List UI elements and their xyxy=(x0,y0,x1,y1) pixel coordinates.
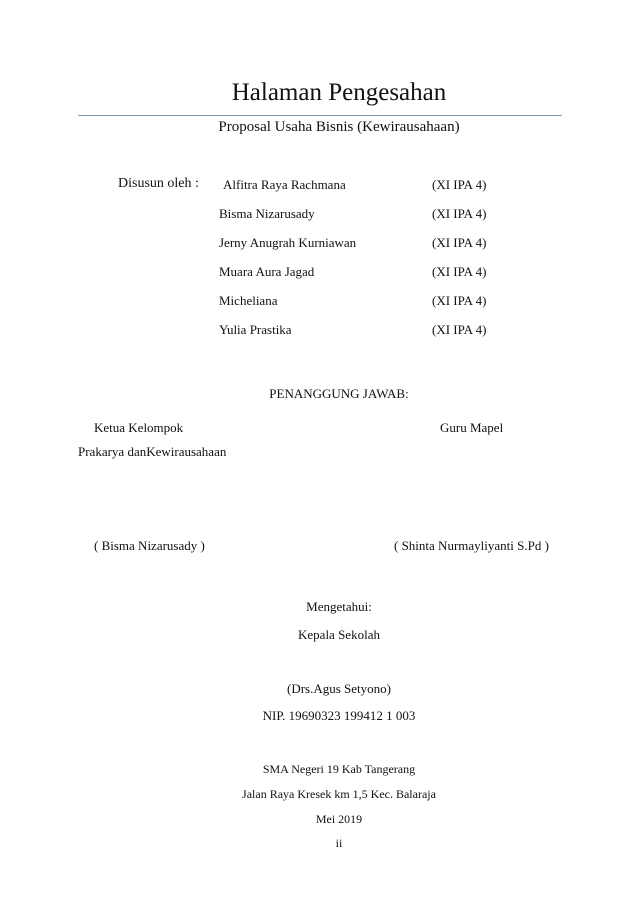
left-role: Ketua Kelompok xyxy=(94,420,184,435)
author-class: (XI IPA 4) xyxy=(432,264,487,279)
right-signatory: ( Shinta Nurmayliyanti S.Pd ) xyxy=(394,538,549,553)
acknowledged-label: Mengetahui: xyxy=(306,599,372,614)
left-signatory: ( Bisma Nizarusady ) xyxy=(94,538,205,553)
author-name: Jerny Anugrah Kurniawan xyxy=(219,235,357,250)
school-address: Jalan Raya Kresek km 1,5 Kec. Balaraja xyxy=(242,787,436,801)
title-underline xyxy=(78,115,562,116)
author-class: (XI IPA 4) xyxy=(432,322,487,337)
page-subtitle: Proposal Usaha Bisnis (Kewirausahaan) xyxy=(218,119,460,135)
author-class: (XI IPA 4) xyxy=(432,177,487,192)
authors-label: Disusun oleh : xyxy=(118,176,199,191)
school-name: SMA Negeri 19 Kab Tangerang xyxy=(262,762,416,776)
author-name: Bisma Nizarusady xyxy=(219,206,315,221)
responsible-heading: PENANGGUNG JAWAB: xyxy=(269,386,409,401)
page-title: Halaman Pengesahan xyxy=(231,79,447,106)
author-class: (XI IPA 4) xyxy=(432,235,487,250)
principal-nip: NIP. 19690323 199412 1 003 xyxy=(262,708,416,723)
right-role: Guru Mapel xyxy=(440,420,504,435)
author-class: (XI IPA 4) xyxy=(432,293,487,308)
author-name: Yulia Prastika xyxy=(219,322,292,337)
author-name: Muara Aura Jagad xyxy=(219,264,315,279)
author-name: Alfitra Raya Rachmana xyxy=(223,177,346,192)
page-number: ii xyxy=(335,836,343,850)
author-name: Micheliana xyxy=(219,293,278,308)
author-class: (XI IPA 4) xyxy=(432,206,487,221)
document-date: Mei 2019 xyxy=(315,812,363,826)
principal-title: Kepala Sekolah xyxy=(298,627,380,642)
principal-name: (Drs.Agus Setyono) xyxy=(287,681,391,696)
right-role-subject: Prakarya danKewirausahaan xyxy=(78,444,227,459)
